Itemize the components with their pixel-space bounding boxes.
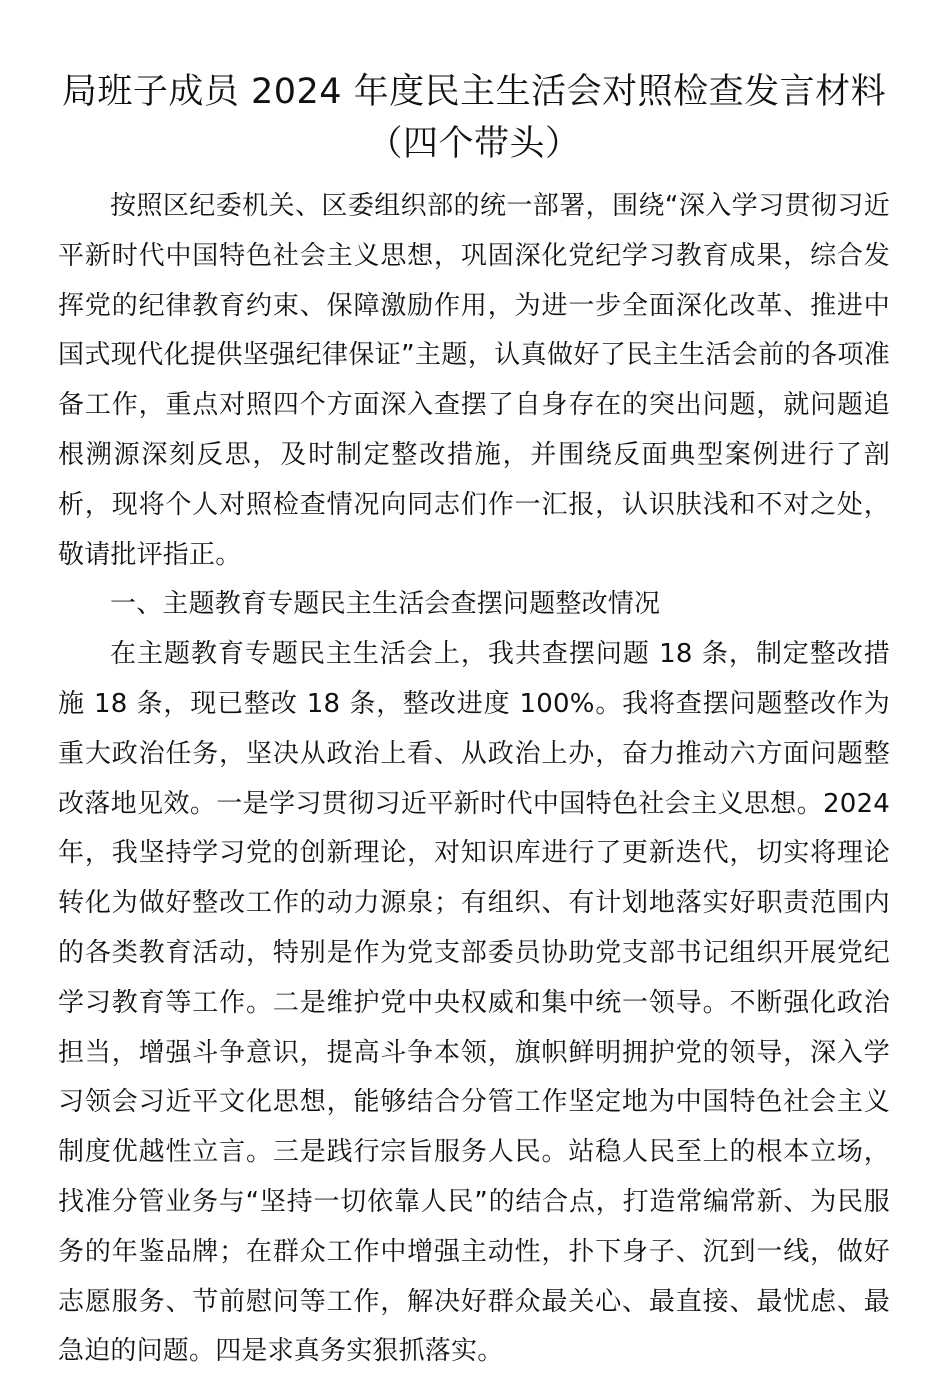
document-title: 局班子成员 2024 年度民主生活会对照检查发言材料（四个带头） xyxy=(61,72,887,164)
document-page xyxy=(58,66,890,1377)
body-paragraph: 在主题教育专题民主生活会上，我共查摆问题 18 条，制定整改措施 18 条，现已整改 18 条，整改进度 100%。我将查摆问题整改作为重大政治任务，坚决从政治上看、从政治上办，奋力推动六方面问题整改落地见效。一是学习贯彻习近平新时代中国特色社会主义思想。2024 年，我坚持学习党的创新理论，对知识库进行了更新迭代，切实将理论转化为做好整改工作的动力源泉；有组织、有计划地落实好职责范围内的各类教育活动，特别是作为党支部委员协助党支部书记组织开展党纪学习教育等工作。二是维护党中央权威和集中统一领导。不断强化政治担当，增强斗争意识，提高斗争本领，旗帜鲜明拥护党的领导，深入学习领会习近平文化思想，能够结合分管工作坚定地为中国特色社会主义制度优越性立言。三是践行宗旨服务人民。站稳人民至上的根本立场，找准分管业务与“坚持一切依靠人民”的结合点，打造常编常新、为民服务的年鉴品牌；在群众工作中增强主动性，扑下身子、沉到一线，做好志愿服务、节前慰问等工作，解决好群众最关心、最直接、最忧虑、最急迫的问题。四是求真务实狠抓落实。 xyxy=(58,639,890,1367)
section-heading: 一、主题教育专题民主生活会查摆问题整改情况 xyxy=(110,589,661,620)
intro-paragraph: 按照区纪委机关、区委组织部的统一部署，围绕“深入学习贯彻习近平新时代中国特色社会主义思想，巩固深化党纪学习教育成果，综合发挥党的纪律教育约束、保障激励作用，为进一步全面深化改革、推进中国式现代化提供坚强纪律保证”主题，认真做好了民主生活会前的各项准备工作，重点对照四个方面深入查摆了自身存在的突出问题，就问题追根溯源深刻反思，及时制定整改措施，并围绕反面典型案例进行了剖析，现将个人对照检查情况向同志们作一汇报，认识肤浅和不对之处，敬请批评指正。 xyxy=(58,191,890,570)
document-body xyxy=(58,182,890,1377)
